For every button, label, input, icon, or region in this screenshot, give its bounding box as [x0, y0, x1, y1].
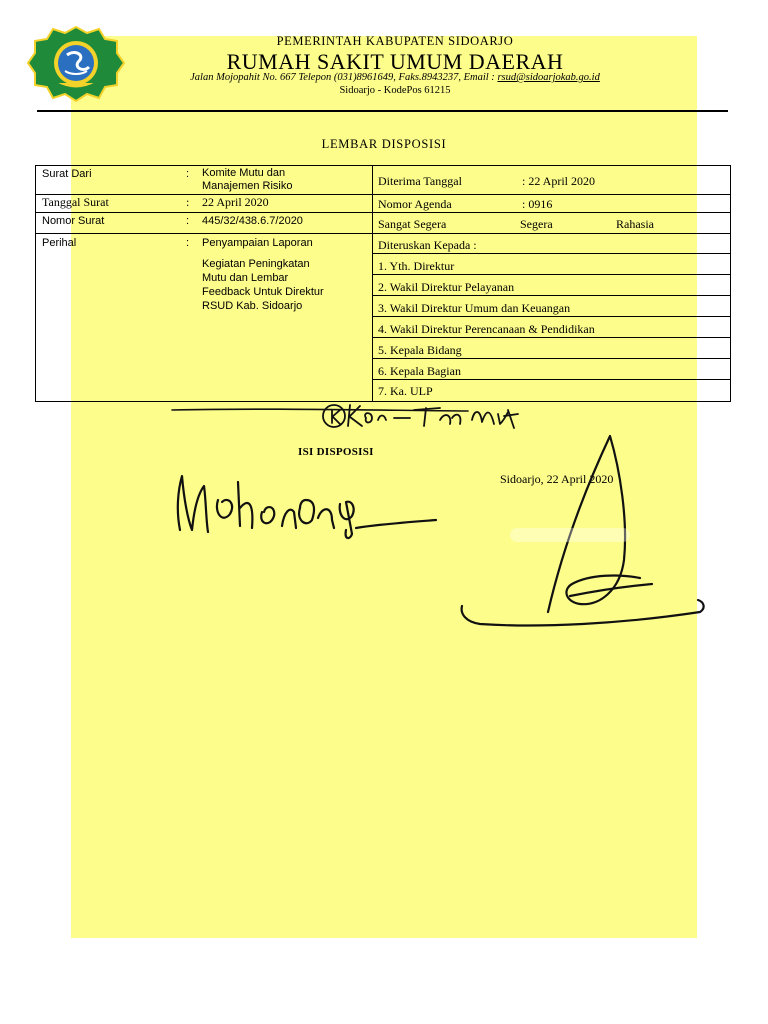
perihal-value-4: Feedback Untuk Direktur — [202, 286, 324, 298]
table-row-divider — [372, 253, 731, 254]
header-address — [140, 72, 650, 83]
header-city: Sidoarjo - KodePos 61215 — [339, 85, 451, 96]
priority-sangat-segera[interactable]: Sangat Segera — [378, 217, 447, 231]
table-row-divider — [372, 379, 731, 380]
header-divider — [37, 110, 728, 112]
diterima-tanggal-label: Diterima Tanggal — [378, 174, 462, 188]
table-row-divider — [372, 358, 731, 359]
table-row-divider — [36, 212, 372, 213]
surat-dari-label: Surat Dari — [42, 168, 92, 180]
sidoarjo-emblem-icon — [27, 25, 125, 103]
isi-disposisi-heading: ISI DISPOSISI — [298, 446, 374, 458]
table-row-divider — [372, 212, 731, 213]
priority-segera[interactable]: Segera — [520, 217, 553, 231]
colon: : — [186, 195, 190, 209]
recipient-item[interactable]: 1. Yth. Direktur — [378, 259, 455, 273]
diteruskan-label: Diteruskan Kepada : — [378, 238, 477, 252]
recipient-item[interactable]: 3. Wakil Direktur Umum dan Keuangan — [378, 301, 571, 315]
surat-dari-value-1: Komite Mutu dan — [202, 167, 286, 179]
header-government: PEMERINTAH KABUPATEN SIDOARJO — [276, 34, 514, 48]
header-hospital-name: RUMAH SAKIT UMUM DAERAH — [226, 49, 564, 74]
tanggal-surat-value: 22 April 2020 — [202, 195, 269, 209]
nomor-surat-value: 445/32/438.6.7/2020 — [202, 215, 303, 227]
nomor-surat-label: Nomor Surat — [42, 215, 105, 227]
place-and-date: Sidoarjo, 22 April 2020 — [500, 472, 614, 486]
recipient-item[interactable]: 4. Wakil Direktur Perencanaan & Pendidikan — [378, 322, 595, 336]
colon: : — [186, 168, 190, 180]
table-row-divider — [372, 337, 731, 338]
perihal-value-3: Mutu dan Lembar — [202, 272, 289, 284]
perihal-value-1: Penyampaian Laporan — [202, 237, 313, 249]
email-link[interactable]: rsud@sidoarjokab.go.id — [497, 72, 600, 83]
table-row-divider — [372, 274, 731, 275]
diterima-tanggal-value: : 22 April 2020 — [522, 174, 596, 188]
perihal-value-2: Kegiatan Peningkatan — [202, 258, 310, 270]
table-row-divider — [372, 194, 731, 195]
perihal-value-5: RSUD Kab. Sidoarjo — [202, 300, 303, 312]
nomor-agenda-value: : 0916 — [522, 197, 553, 211]
recipient-item[interactable]: 6. Kepala Bagian — [378, 364, 461, 378]
perihal-label: Perihal — [42, 237, 77, 249]
priority-rahasia[interactable]: Rahasia — [616, 217, 654, 231]
document-title: LEMBAR DISPOSISI — [321, 137, 447, 151]
table-row-divider — [372, 295, 731, 296]
colon: : — [186, 237, 190, 249]
table-row-divider — [372, 233, 731, 234]
nomor-agenda-label: Nomor Agenda — [378, 197, 452, 211]
table-column-divider — [372, 166, 373, 401]
recipient-item[interactable]: 7. Ka. ULP — [378, 384, 433, 398]
address-text: Jalan Mojopahit No. 667 Telepon (031)8961649, Faks.8943237, Email : — [190, 72, 498, 83]
table-row-divider — [372, 316, 731, 317]
recipient-item[interactable]: 5. Kepala Bidang — [378, 343, 462, 357]
tanggal-surat-label: Tanggal Surat — [42, 195, 109, 209]
recipient-item[interactable]: 2. Wakil Direktur Pelayanan — [378, 280, 515, 294]
disposition-table — [35, 165, 731, 402]
table-row-divider — [36, 233, 372, 234]
surat-dari-value-2: Manajemen Risiko — [202, 180, 293, 192]
colon: : — [186, 215, 190, 227]
